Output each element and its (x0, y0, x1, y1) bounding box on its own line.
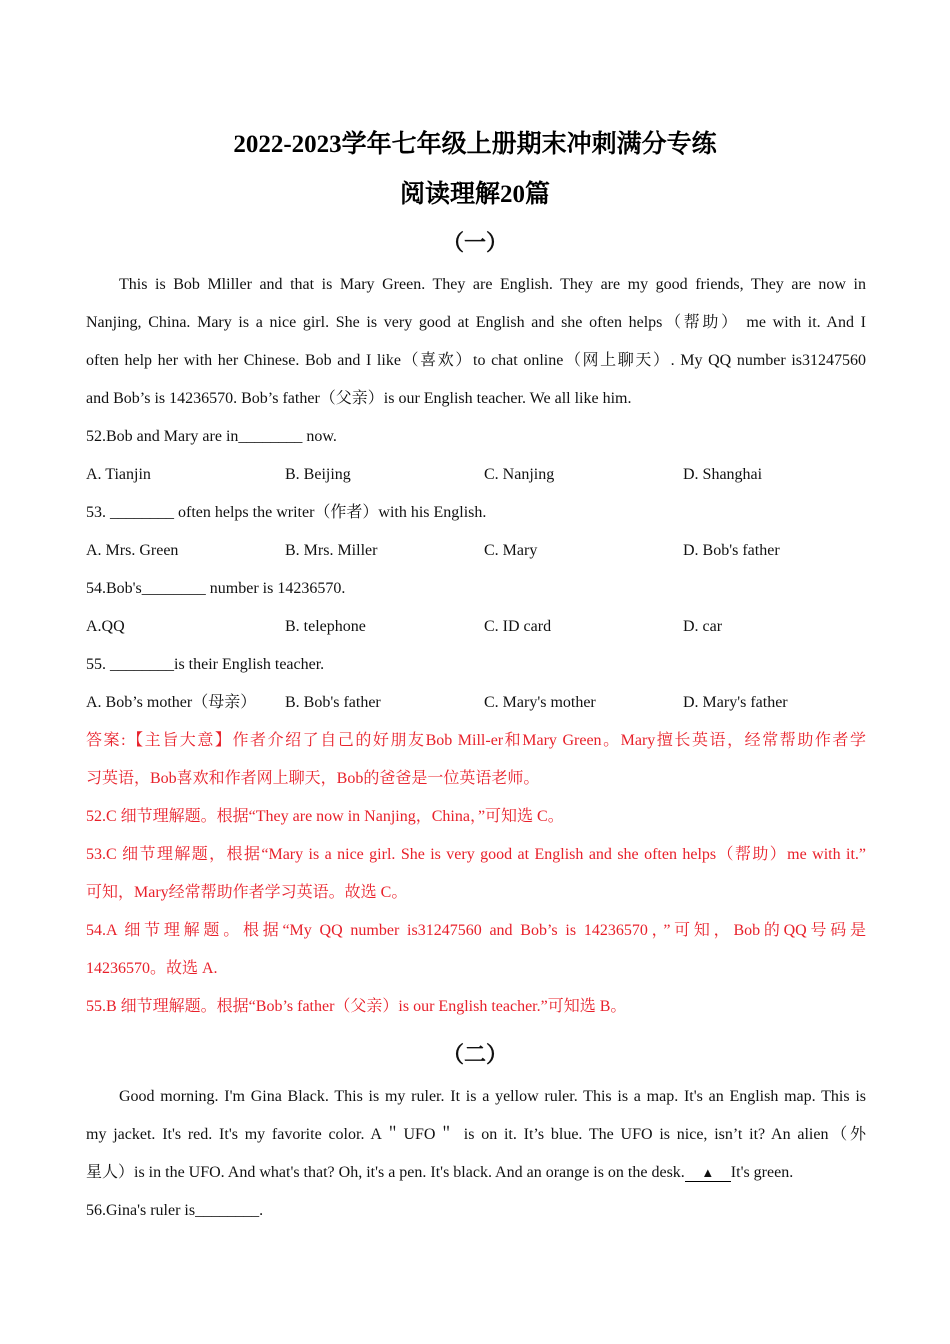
answer-line: 14236570。故选 A. (86, 960, 218, 977)
document-subtitle: 阅读理解20篇 (399, 181, 550, 208)
answer-line: 52.C 细节理解题。根据“They are now in Nanjing，China，”可知选 C。 (86, 808, 564, 825)
option-d: D. Shanghai (683, 466, 763, 483)
passage-line: often help her with her Chinese. Bob and I like（喜欢）to chat online（网上聊天）. My QQ number is31247560 (86, 352, 866, 369)
passage-text: 星人）is in the UFO. And what's that? Oh, it's a pen. It's black. And an orange is on the desk. (86, 1164, 685, 1181)
question-options (86, 692, 866, 714)
option-b: B. telephone (285, 618, 366, 635)
option-a: A. Mrs. Green (86, 542, 179, 559)
option-b: B. Mrs. Miller (285, 542, 378, 559)
question-stem: 54.Bob's________ number is 14236570. (86, 580, 346, 597)
option-a: A. Tianjin (86, 466, 151, 483)
passage-line: my jacket. It's red. It's my favorite color. A＂UFO＂ is on it. It’s blue. The UFO is nice, isn’t it? An alien（外 (86, 1126, 866, 1143)
section-heading-1: （一） (441, 230, 508, 255)
section-heading-2: （二） (441, 1042, 508, 1067)
passage-line (86, 1162, 866, 1184)
question-options (86, 540, 866, 562)
answer-blank: ▲ (685, 1165, 731, 1182)
question-options (86, 616, 866, 638)
option-d: D. Mary's father (683, 694, 788, 711)
question-stem: 56.Gina's ruler is________. (86, 1202, 264, 1219)
question-stem: 55. ________is their English teacher. (86, 656, 325, 673)
passage-line: This is Bob Mliller and that is Mary Green. They are English. They are my good friends, They are now in (119, 276, 866, 293)
option-c: C. Nanjing (484, 466, 555, 483)
question-stem: 52.Bob and Mary are in________ now. (86, 428, 337, 445)
passage-line: and Bob’s is 14236570. Bob’s father（父亲）is our English teacher. We all like him. (86, 390, 632, 407)
option-c: C. Mary (484, 542, 538, 559)
option-b: B. Beijing (285, 466, 351, 483)
passage-line: Nanjing, China. Mary is a nice girl. She is very good at English and she often helps（帮助） me with it. And I (86, 314, 866, 331)
option-a: A. Bob’s mother（母亲） (86, 694, 257, 711)
question-stem: 53. ________ often helps the writer（作者）with his English. (86, 504, 487, 521)
answer-line: 53.C 细节理解题，根据“Mary is a nice girl. She is very good at English and she often helps（帮助）me with it.” (86, 846, 866, 863)
passage-text: It's green. (730, 1164, 794, 1181)
option-c: C. ID card (484, 618, 552, 635)
document-title: 2022-2023学年七年级上册期末冲刺满分专练 (233, 131, 717, 158)
answer-line: 习英语，Bob喜欢和作者网上聊天，Bob的爸爸是一位英语老师。 (86, 770, 540, 787)
question-options (86, 464, 866, 486)
option-c: C. Mary's mother (484, 694, 596, 711)
option-b: B. Bob's father (285, 694, 381, 711)
option-d: D. Bob's father (683, 542, 780, 559)
passage-line: Good morning. I'm Gina Black. This is my ruler. It is a yellow ruler. This is a map. It's an English map. This is (119, 1088, 866, 1105)
answer-line: 55.B 细节理解题。根据“Bob’s father（父亲）is our English teacher.”可知选 B。 (86, 998, 627, 1015)
answer-line: 54.A 细节理解题。根据“My QQ number is31247560 and Bob’s is 14236570，”可知，Bob的QQ号码是 (86, 922, 866, 939)
option-d: D. car (683, 618, 723, 635)
option-a: A.QQ (86, 618, 125, 635)
answer-line: 可知，Mary经常帮助作者学习英语。故选 C。 (86, 884, 408, 901)
answer-line: 答案:【主旨大意】作者介绍了自己的好朋友Bob Mill-er和Mary Green。Mary擅长英语，经常帮助作者学 (86, 732, 866, 749)
